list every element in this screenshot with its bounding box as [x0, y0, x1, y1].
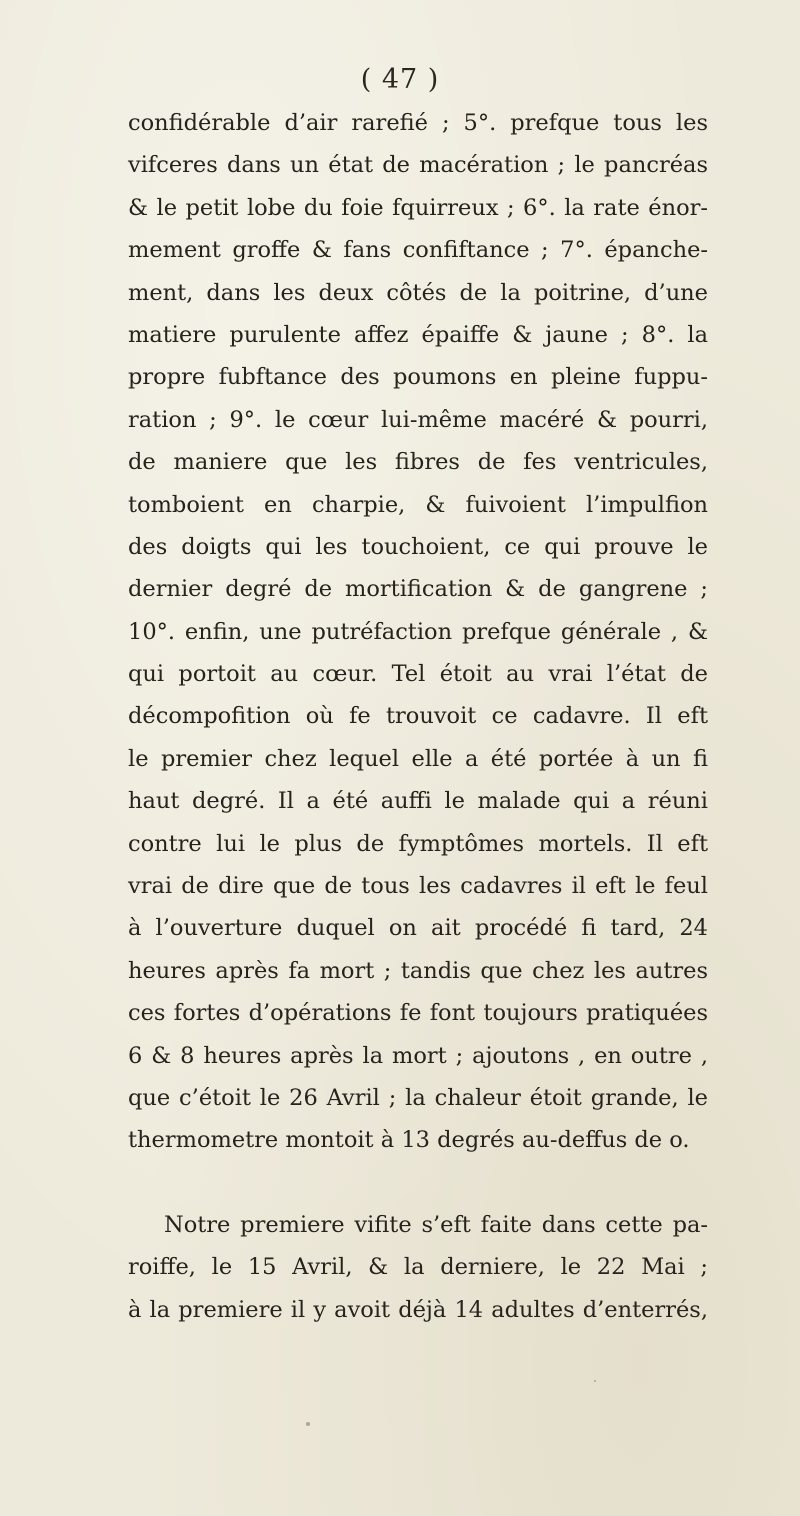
paragraph-spacer — [128, 1162, 708, 1204]
paragraph-2 — [128, 1204, 708, 1331]
paper-speck — [306, 1422, 310, 1426]
text-line: vrai de dire que de tous les cadavres il eft le feul — [128, 873, 708, 900]
text-line: roiffe, le 15 Avril, & la derniere, le 22 Mai ; — [128, 1254, 708, 1281]
text-line: haut degré. Il a été auffi le malade qui a réuni — [128, 788, 708, 815]
paper-speck — [594, 1380, 596, 1382]
page-number: ( 47 ) — [360, 64, 440, 95]
body-text — [128, 102, 708, 1331]
text-line: le premier chez lequel elle a été portée à un fi — [128, 745, 708, 772]
text-line: ration ; 9°. le cœur lui-même macéré & pourri, — [128, 406, 708, 433]
text-line: & le petit lobe du foie fquirreux ; 6°. la rate énor- — [128, 194, 708, 221]
text-line: à l’ouverture duquel on ait procédé fi tard, 24 — [128, 915, 708, 942]
text-line: thermometre montoit à 13 degrés au-deffus de o. — [128, 1127, 690, 1154]
text-line: tomboient en charpie, & fuivoient l’impulfion — [128, 491, 708, 518]
text-line: vifceres dans un état de macération ; le pancréas — [128, 152, 708, 179]
text-line: de maniere que les fibres de fes ventricules, — [128, 449, 708, 476]
text-line: ces fortes d’opérations fe font toujours pratiquées — [128, 1000, 708, 1027]
text-line: heures après fa mort ; tandis que chez les autres — [128, 957, 708, 984]
text-line: contre lui le plus de fymptômes mortels. Il eft — [128, 830, 708, 857]
text-line: 6 & 8 heures après la mort ; ajoutons , en outre , — [128, 1042, 708, 1069]
text-line: décompofition où fe trouvoit ce cadavre. Il eft — [128, 703, 708, 730]
text-line: propre fubftance des poumons en pleine fuppu- — [128, 364, 708, 391]
text-line: des doigts qui les touchoient, ce qui prouve le — [128, 533, 708, 560]
text-line: que c’étoit le 26 Avril ; la chaleur étoit grande, le — [128, 1084, 708, 1111]
text-line: ment, dans les deux côtés de la poitrine, d’une — [128, 279, 708, 306]
text-line: dernier degré de mortification & de gangrene ; — [128, 576, 708, 603]
text-line: matiere purulente affez épaiffe & jaune ; 8°. la — [128, 321, 708, 348]
text-line: mement groffe & fans confiftance ; 7°. épanche- — [128, 237, 708, 264]
text-line: à la premiere il y avoit déjà 14 adultes d’enterrés, — [128, 1296, 708, 1323]
paragraph-1 — [128, 102, 708, 1162]
text-line: Notre premiere vifite s’eft faite dans cette pa- — [164, 1211, 708, 1238]
paper-speck — [440, 1055, 442, 1058]
text-line: 10°. enfin, une putréfaction prefque générale , & — [128, 618, 708, 645]
text-line: qui portoit au cœur. Tel étoit au vrai l’état de — [128, 661, 708, 688]
text-line: confidérable d’air rarefié ; 5°. prefque tous les — [128, 110, 708, 136]
